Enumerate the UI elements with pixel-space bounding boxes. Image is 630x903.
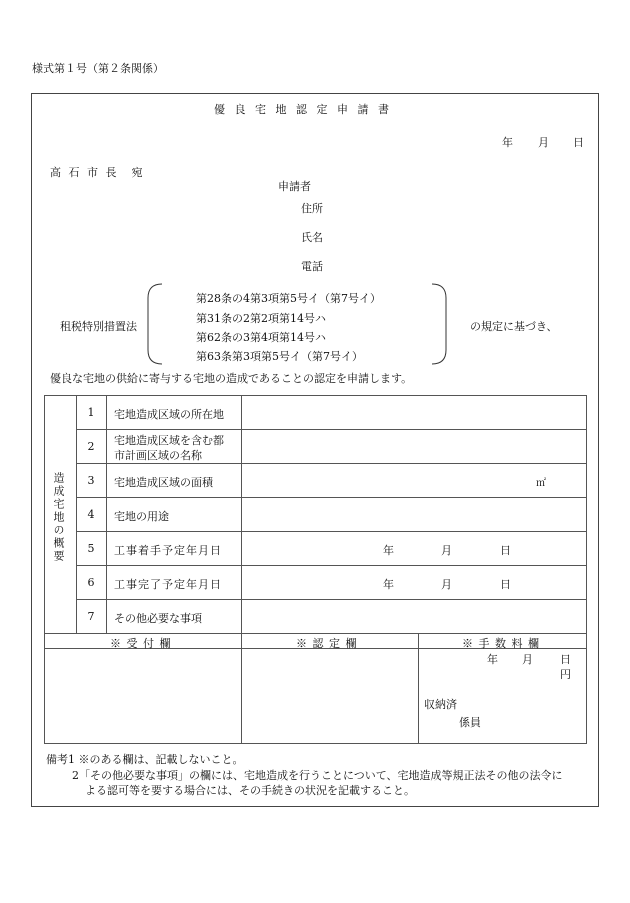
row-no-1: 1: [87, 406, 95, 419]
start-month: 月: [441, 544, 452, 557]
law-suffix: の規定に基づき、: [470, 320, 558, 333]
applicant-address-label: 住所: [301, 202, 323, 215]
date-year: 年: [502, 136, 513, 149]
row-label-planning-area-1: 宅地造成区域を含む都: [114, 434, 224, 447]
row-label-other: その他必要な事項: [114, 612, 202, 625]
overview-side-label: 造成宅地の概要: [52, 472, 65, 563]
row-no-6: 6: [87, 576, 95, 589]
end-month: 月: [441, 578, 452, 591]
row-label-location: 宅地造成区域の所在地: [114, 408, 224, 421]
applicant-heading: 申請者: [278, 180, 311, 193]
form-label: 様式第１号（第２条関係）: [32, 62, 164, 75]
law-clause-2: 第31条の2第2項第14号ハ: [196, 312, 326, 325]
law-clause-3: 第62条の3第4項第14号ハ: [196, 331, 326, 344]
approval-header: ※ 認 定 欄: [296, 637, 358, 650]
applicant-phone-label: 電話: [301, 260, 323, 273]
fee-header: ※ 手 数 料 欄: [462, 637, 540, 650]
row-label-start-date: 工事着手予定年月日: [114, 544, 222, 557]
row-no-5: 5: [87, 542, 95, 555]
law-name: 租税特別措置法: [60, 320, 137, 333]
row-no-3: 3: [87, 474, 95, 487]
request-text: 優良な宅地の供給に寄与する宅地の造成であることの認定を申請します。: [50, 372, 413, 385]
row-no-2: 2: [87, 440, 95, 453]
row-no-7: 7: [87, 610, 95, 623]
note-3: よる認可等を要する場合には、その手続きの状況を記載すること。: [85, 784, 415, 797]
date-day: 日: [573, 136, 584, 149]
end-year: 年: [383, 578, 394, 591]
start-day: 日: [500, 544, 511, 557]
applicant-name-label: 氏名: [301, 231, 323, 244]
area-unit: ㎡: [536, 478, 546, 489]
law-clause-1: 第28条の4第3項第5号イ（第7号イ）: [196, 292, 381, 305]
start-year: 年: [383, 544, 394, 557]
fee-month: 月: [522, 653, 533, 666]
row-label-end-date: 工事完了予定年月日: [114, 578, 222, 591]
note-2: 2「その他必要な事項」の欄には、宅地造成を行うことについて、宅地造成等規正法その他の法令に: [72, 769, 563, 782]
fee-clerk: 係員: [459, 716, 481, 729]
fee-year: 年: [487, 653, 498, 666]
date-month: 月: [538, 136, 549, 149]
row-label-area: 宅地造成区域の面積: [114, 476, 213, 489]
fee-yen: 円: [560, 668, 571, 681]
law-clause-4: 第63条第3項第5号イ（第7号イ）: [196, 350, 363, 363]
row-no-4: 4: [87, 508, 95, 521]
row-label-planning-area-2: 市計画区域の名称: [114, 449, 202, 462]
row-label-use: 宅地の用途: [114, 510, 169, 523]
fee-paid: 収納済: [424, 698, 457, 711]
addressee: 高 石 市 長 宛: [50, 166, 145, 179]
reception-header: ※ 受 付 欄: [110, 637, 172, 650]
fee-day: 日: [560, 653, 571, 666]
note-1: 備考1 ※のある欄は、記載しないこと。: [46, 753, 244, 766]
end-day: 日: [500, 578, 511, 591]
form-title: 優 良 宅 地 認 定 申 請 書: [214, 103, 392, 116]
